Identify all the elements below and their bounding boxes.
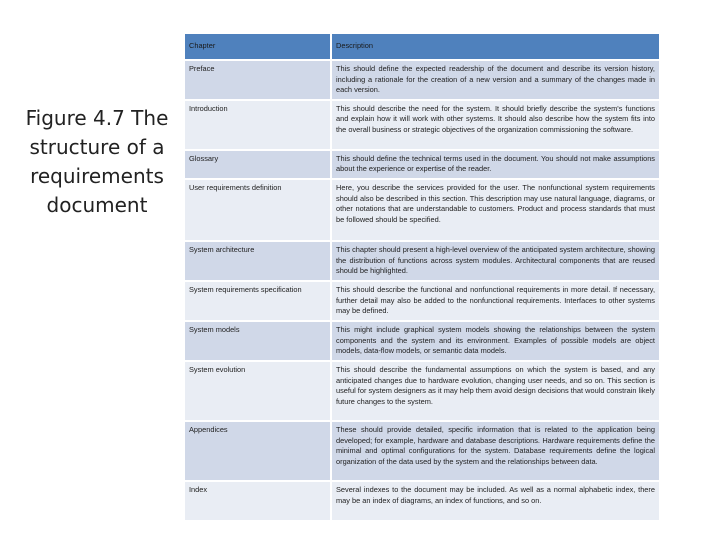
chapter-cell: System evolution	[185, 362, 330, 420]
table-row	[185, 61, 659, 99]
description-cell: These should provide detailed, specific information that is related to the application being developed; for example, hardware and database descriptions. Hardware requirements define the minimal and optimal configurations for the system. Database requirements define the logical organization of the data used by the system and the relationships between data.	[332, 422, 659, 480]
table-row	[185, 151, 659, 178]
requirements-structure-table	[183, 32, 661, 522]
table-row	[185, 362, 659, 420]
header-chapter: Chapter	[185, 34, 330, 59]
table-header-row	[185, 34, 659, 59]
chapter-cell: Glossary	[185, 151, 330, 178]
chapter-cell: Appendices	[185, 422, 330, 480]
figure-caption: Figure 4.7 The structure of a requirements document	[25, 106, 169, 217]
table-row	[185, 322, 659, 360]
description-cell: This should describe the fundamental assumptions on which the system is based, and any anticipated changes due to hardware evolution, changing user needs, and so on. This section is useful for system designers as it may help them avoid design decisions that would constrain likely future changes to the system.	[332, 362, 659, 420]
table-row	[185, 101, 659, 149]
table-row	[185, 180, 659, 240]
description-cell: This should define the technical terms used in the document. You should not make assumptions about the experience or expertise of the reader.	[332, 151, 659, 178]
table-row	[185, 422, 659, 480]
table-row	[185, 482, 659, 520]
description-cell: This should define the expected readership of the document and describe its version history, including a rationale for the creation of a new version and a summary of the changes made in each version.	[332, 61, 659, 99]
header-description: Description	[332, 34, 659, 59]
description-cell: This should describe the need for the system. It should briefly describe the system's functions and explain how it will work with other systems. It should also describe how the system fits into the overall business or strategic objectives of the organization commissioning the software.	[332, 101, 659, 149]
description-cell: This might include graphical system models showing the relationships between the system components and the system and its environment. Examples of possible models are object models, data-flow models, or semantic data models.	[332, 322, 659, 360]
chapter-cell: System models	[185, 322, 330, 360]
table-row	[185, 282, 659, 320]
chapter-cell: System requirements specification	[185, 282, 330, 320]
chapter-cell: Index	[185, 482, 330, 520]
description-cell: Here, you describe the services provided for the user. The nonfunctional system requirements should also be described in this section. This description may use natural language, diagrams, or other notations that are understandable to customers. Product and process standards that must be followed should be specified.	[332, 180, 659, 240]
description-cell: This should describe the functional and nonfunctional requirements in more detail. If necessary, further detail may also be added to the nonfunctional requirements. Interfaces to other systems may be defined.	[332, 282, 659, 320]
chapter-cell: Introduction	[185, 101, 330, 149]
chapter-cell: System architecture	[185, 242, 330, 280]
description-cell: This chapter should present a high-level overview of the anticipated system architecture, showing the distribution of functions across system modules. Architectural components that are reused should be highlighted.	[332, 242, 659, 280]
description-cell: Several indexes to the document may be included. As well as a normal alphabetic index, there may be an index of diagrams, an index of functions, and so on.	[332, 482, 659, 520]
table-row	[185, 242, 659, 280]
chapter-cell: User requirements definition	[185, 180, 330, 240]
chapter-cell: Preface	[185, 61, 330, 99]
